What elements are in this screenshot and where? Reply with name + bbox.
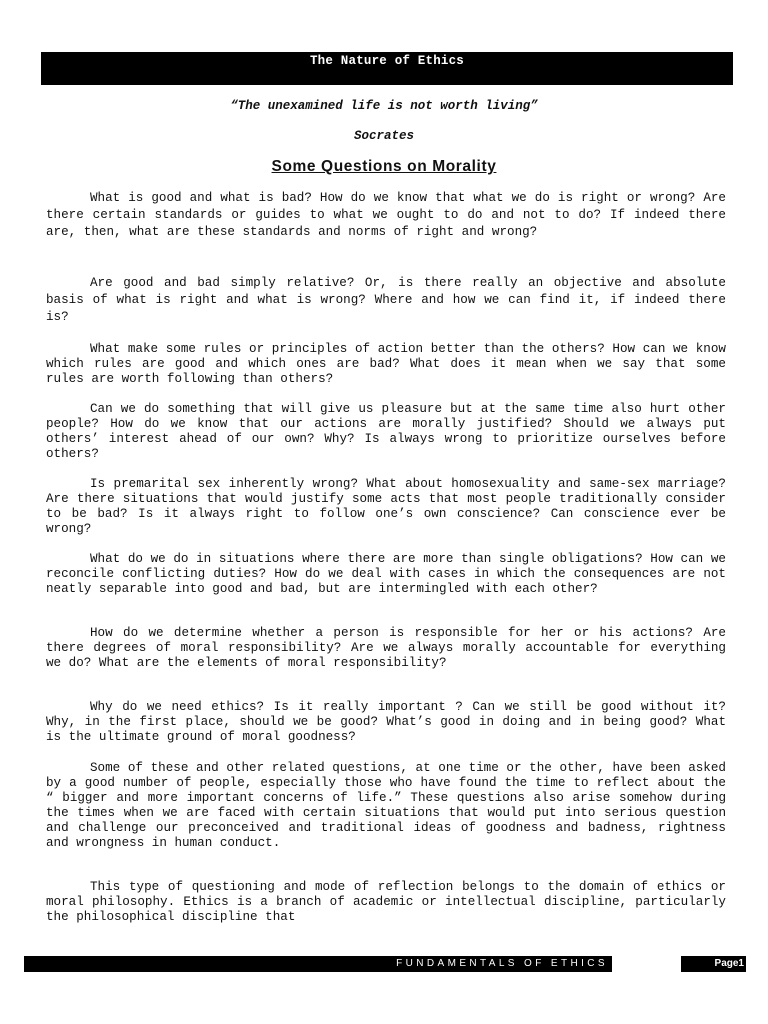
epigraph-author: Socrates — [353, 129, 414, 143]
epigraph-quote: “The unexamined life is not worth living” — [230, 99, 538, 113]
page-number-box — [681, 956, 746, 972]
header-bar — [41, 52, 733, 85]
page-number: Page1 — [714, 958, 744, 969]
document-title: The Nature of Ethics — [309, 54, 465, 68]
paragraph: Some of these and other related questions, at one time or the other, have been asked by a good number of people, especially those who have found the time to reflect about the “ bigger and more important concerns of life.” These questions also arise somehow during the times when we are faced with certain situations that would put into serious question and challenge our preconceived and traditional ideas of goodness and badness, rightness and wrongness in human conduct. — [46, 761, 726, 850]
paragraph: What make some rules or principles of action better than the others? How can we know which rules are good and which ones are bad? What does it mean when we say that some rules are worth following than others? — [46, 342, 726, 386]
footer-label: FUNDAMENTALS OF ETHICS — [396, 958, 608, 969]
paragraph: Are good and bad simply relative? Or, is there really an objective and absolute basis of what is right and what is wrong? Where and how we can find it, if indeed there is? — [46, 276, 726, 324]
paragraph: What is good and what is bad? How do we know that what we do is right or wrong? Are there certain standards or guides to what we ought to do and not to do? If indeed there are, then, what are these standards and norms of right and wrong? — [46, 191, 726, 239]
paragraph: How do we determine whether a person is responsible for her or his actions? Are there degrees of moral responsibility? Are we always morally accountable for everything we do? What are the elements of moral responsibility? — [46, 626, 726, 670]
paragraph: What do we do in situations where there are more than single obligations? How can we reconcile conflicting duties? How do we deal with cases in which the consequences are not neatly separable into good and bad, but are intermingled with each other? — [46, 552, 726, 596]
section-heading: Some Questions on Morality — [271, 158, 497, 175]
paragraph: Can we do something that will give us pleasure but at the same time also hurt other people? How do we know that our actions are morally justified? Should we always put others’ interest ahead of our own? Why? Is always wrong to prioritize ourselves before others? — [46, 402, 726, 461]
paragraph: Is premarital sex inherently wrong? What about homosexuality and same-sex marriage? Are there situations that would justify some acts that most people traditionally consider to be bad? Is it always right to follow one’s own conscience? Can conscience ever be wrong? — [46, 477, 726, 536]
paragraph: This type of questioning and mode of reflection belongs to the domain of ethics or moral philosophy. Ethics is a branch of academic or intellectual discipline, particularly the philosophical discipline that — [46, 880, 726, 924]
paragraph: Why do we need ethics? Is it really important ? Can we still be good without it? Why, in the first place, should we be good? What’s good in doing and in being good? What is the ultimate ground of moral goodness? — [46, 700, 726, 744]
footer-bar — [24, 956, 612, 972]
